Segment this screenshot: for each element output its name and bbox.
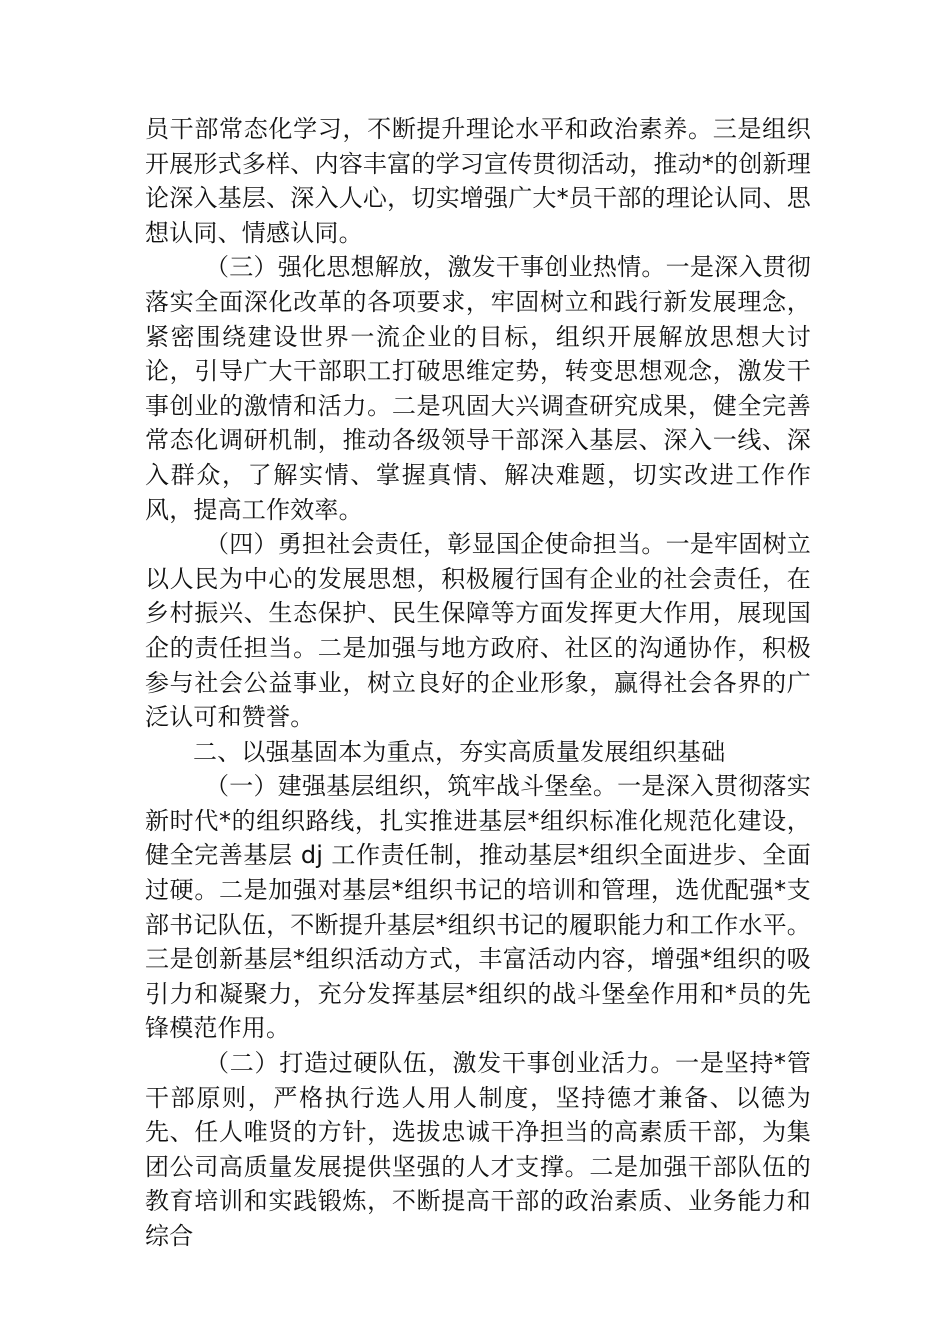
paragraph-continuation: 员干部常态化学习，不断提升理论水平和政治素养。三是组织开展形式多样、内容丰富的学习宣传贯彻活动，推动*的创新理论深入基层、深入人心，切实增强广大*员干部的理论认同、思想认同、情感认同。: [145, 115, 811, 247]
section-heading-2: 二、以强基固本为重点，夯实高质量发展组织基础: [193, 737, 726, 766]
paragraph-section-4: （四）勇担社会责任，彰显国企使命担当。一是牢固树立以人民为中心的发展思想，积极履行国有企业的社会责任，在乡村振兴、生态保护、民生保障等方面发挥更大作用，展现国企的责任担当。二是加强与地方政府、社区的沟通协作，积极参与社会公益事业，树立良好的企业形象，赢得社会各界的广泛认可和赞誉。: [145, 530, 811, 732]
document-page: [145, 112, 811, 1254]
paragraph-subsection-1: （一）建强基层组织，筑牢战斗堡垒。一是深入贯彻落实新时代*的组织路线，扎实推进基层*组织标准化规范化建设，健全完善基层 dj 工作责任制，推动基层*组织全面进步、全面过硬。二是加强对基层*组织书记的培训和管理，选优配强*支部书记队伍，不断提升基层*组织书记的履职能力和工作水平。三是创新基层*组织活动方式，丰富活动内容，增强*组织的吸引力和凝聚力，充分发挥基层*组织的战斗堡垒作用和*员的先锋模范作用。: [145, 772, 811, 1043]
paragraph-section-3: （三）强化思想解放，激发干事创业热情。一是深入贯彻落实全面深化改革的各项要求，牢固树立和践行新发展理念，紧密围绕建设世界一流企业的目标，组织开展解放思想大讨论，引导广大干部职工打破思维定势，转变思想观念，激发干事创业的激情和活力。二是巩固大兴调查研究成果，健全完善常态化调研机制，推动各级领导干部深入基层、深入一线、深入群众，了解实情、掌握真情、解决难题，切实改进工作作风，提高工作效率。: [145, 253, 811, 524]
paragraph-subsection-2: （二）打造过硬队伍，激发干事创业活力。一是坚持*管干部原则，严格执行选人用人制度，坚持德才兼备、以德为先、任人唯贤的方针，选拔忠诚干净担当的高素质干部，为集团公司高质量发展提供坚强的人才支撑。二是加强干部队伍的教育培训和实践锻炼，不断提高干部的政治素质、业务能力和综合: [145, 1049, 811, 1250]
